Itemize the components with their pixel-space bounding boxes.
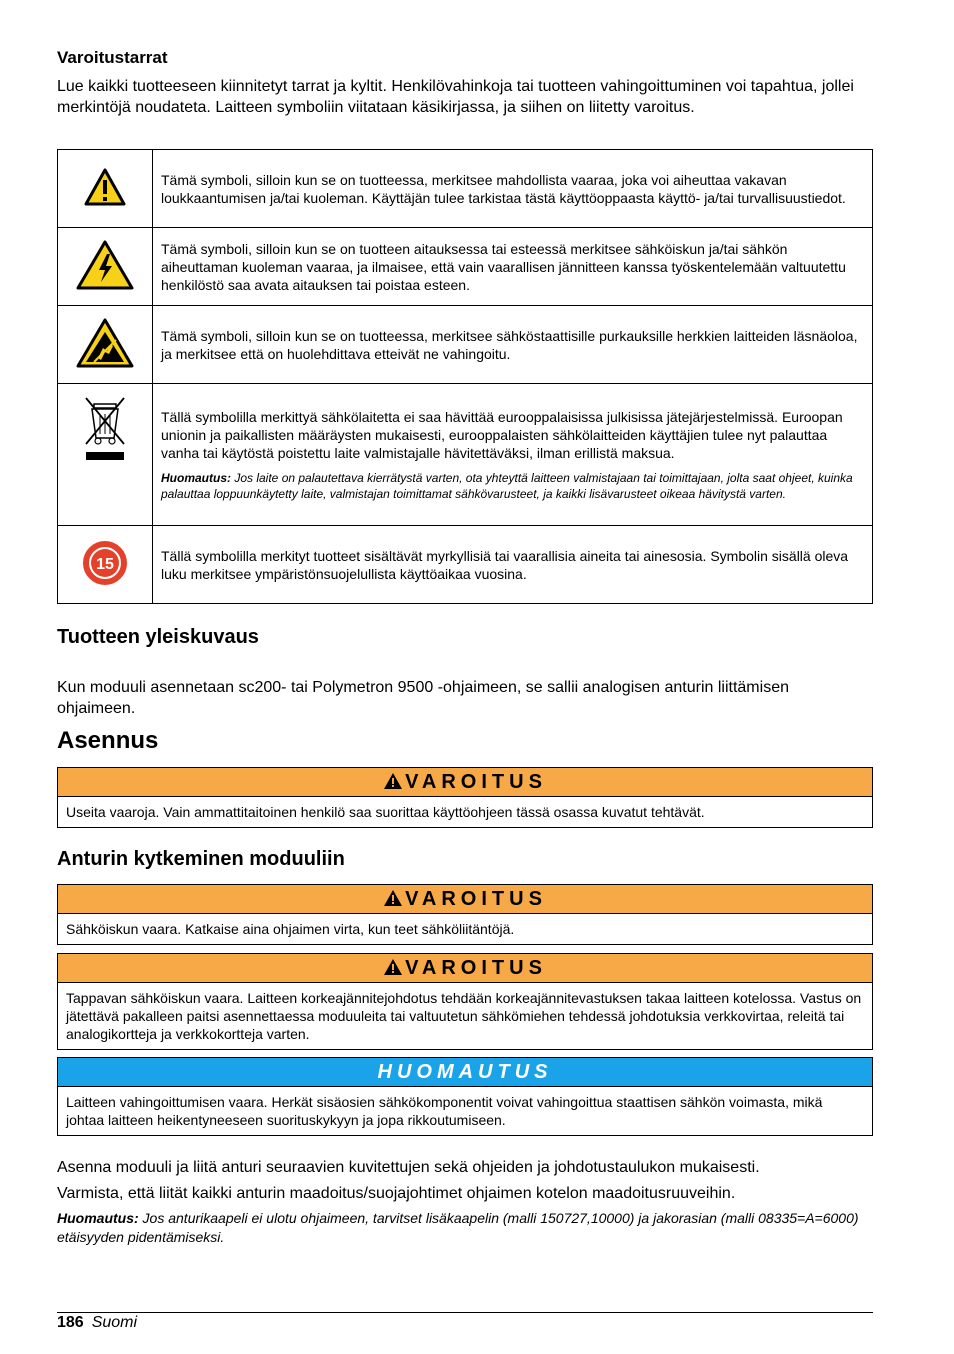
cable-note [57, 1209, 873, 1247]
note-label: Huomautus: [57, 1210, 139, 1226]
note-text: Jos laite on palautettava kierrätystä varten, ota yhteyttä laitteen valmistajaan tai toimittajaan, jolta saat ohjeet, kuinka palauttaa loppuunkäytetty laite, valmistajan toimittamat sähkövarusteet, ja kaikki lisävarusteet oikeaa hävitystä varten. [161, 470, 853, 501]
notice-box [57, 1057, 873, 1136]
warning-label: VAROITUS [405, 957, 547, 979]
warning-label: VAROITUS [405, 771, 547, 793]
notice-header: HUOMAUTUS [58, 1058, 872, 1087]
warning-text: Sähköiskun vaara. Katkaise aina ohjaimen virta, kun teet sähköliitäntöjä. [66, 921, 515, 937]
overview-title: Tuotteen yleiskuvaus [57, 626, 259, 648]
warning-triangle-icon [383, 889, 403, 907]
symbol-text [153, 384, 873, 526]
warning-box [57, 767, 873, 828]
symbol-text: Tämä symboli, silloin kun se on tuotteessa, merkitsee mahdollista vaaraa, joka voi aiheuttaa vakavan loukkaantumisen ja/tai kuoleman. Käyttäjän tulee tarkistaa tästä käyttöoppaasta käyttö- ja/tai turvallisuustiedot. [153, 150, 873, 228]
footer-language: Suomi [91, 1314, 138, 1331]
installation-title: Asennus [57, 727, 159, 754]
electric-shock-icon [76, 240, 134, 290]
esd-sensitive-icon [76, 318, 134, 368]
symbol-row [58, 150, 873, 228]
symbol-text: Tällä symbolilla merkityt tuotteet sisältävät myrkyllisiä tai vaarallisia aineita tai ainesosia. Symbolin sisällä oleva luku merkitsee ympäristönsuojelullista käyttöaikaa vuosina. [153, 526, 873, 604]
footer-divider [57, 1312, 873, 1313]
symbol-icon-cell [58, 384, 153, 526]
warning-text: Tappavan sähköiskun vaara. Laitteen korkeajännitejohdotus tehdään korkeajännitevastuksen takaa laitteen kotelossa. Vastus on jätettävä pakalleen paitsi asennettaessa moduuleita tai valtuutetun sähkömiehen tehdessä johdotuksia verkkovirtaa, releitä tai analogikortteja ja verkkokortteja varten. [66, 990, 862, 1042]
notice-text: Laitteen vahingoittumisen vaara. Herkät sisäosien sähkökomponentit voivat vahingoittua staattisen sähkön voimasta, mikä johtaa laitteen heikentyneeseen suorituskykyyn ja jopa rikkoutumiseen. [66, 1094, 823, 1128]
symbol-icon-cell [58, 526, 153, 604]
symbol-table [57, 149, 873, 604]
warning-box [57, 884, 873, 945]
symbol-icon-cell [58, 150, 153, 228]
warning-header [58, 768, 872, 797]
labels-section-title: Varoitustarrat [57, 48, 168, 67]
symbol-icon-cell [58, 306, 153, 384]
page-footer [57, 1312, 137, 1333]
note-label: Huomautus: [161, 470, 231, 485]
weee-crossed-bin-icon [80, 396, 130, 462]
warning-box [57, 953, 873, 1050]
labels-intro: Lue kaikki tuotteeseen kiinnitetyt tarrat ja kyltit. Henkilövahinkoja tai tuotteen vahingoittuminen voi tapahtua, jollei merkintöjä noudateta. Laitteen symboliin viitataan käsikirjassa, ja siihen on liitetty varoitus. [57, 78, 854, 116]
warning-label: VAROITUS [405, 888, 547, 910]
warning-triangle-icon [383, 958, 403, 976]
symbol-row [58, 228, 873, 306]
page-number: 186 [57, 1314, 84, 1331]
warning-text: Useita vaaroja. Vain ammattitaitoinen henkilö saa suorittaa käyttöohjeen tässä osassa kuvatut tehtävät. [66, 804, 705, 820]
symbol-icon-cell [58, 228, 153, 306]
warning-triangle-icon [383, 772, 403, 790]
note-text: Jos anturikaapeli ei ulotu ohjaimeen, tarvitset lisäkaapelin (malli 150727,10000) ja jakorasian (malli 08335=A=6000) etäisyyden pidentämiseksi. [57, 1210, 859, 1245]
warning-header [58, 954, 872, 983]
symbol-row [58, 526, 873, 604]
overview-text: Kun moduuli asennetaan sc200- tai Polymetron 9500 -ohjaimeen, se sallii analogisen anturin liittämisen ohjaimeen. [57, 679, 789, 717]
symbol-text: Tämä symboli, silloin kun se on tuotteessa, merkitsee sähköstaattisille purkauksille herkkien laitteiden läsnäoloa, ja merkitsee että on huolehdittava etteivät ne vahingoitu. [153, 306, 873, 384]
install-instructions: Asenna moduuli ja liitä anturi seuraavien kuvitettujen sekä ohjeiden ja johdotustaulukon mukaisesti. [57, 1159, 760, 1176]
efup-15-icon [82, 540, 128, 586]
weee-text: Tällä symbolilla merkittyä sähkölaitetta ei saa hävittää eurooppalaisissa julkisissa jätejärjestelmissä. Euroopan unionin ja paikallisten määräysten mukaisesti, eurooppalaisten sähkölaitteiden käyttäjien tulee nyt palauttaa vanha tai käytöstä poistettu laite valmistajalle hävitettäväksi, ilman erillistä maksua. [161, 408, 843, 461]
efup-number: 15 [96, 555, 114, 573]
general-warning-icon [84, 168, 126, 206]
grounding-instructions: Varmista, että liität kaikki anturin maadoitus/suojajohtimet ohjaimen kotelon maadoitusruuveihin. [57, 1185, 736, 1202]
weee-note [161, 470, 864, 502]
symbol-text: Tämä symboli, silloin kun se on tuotteen aitauksessa tai esteessä merkitsee sähköiskun ja/tai sähkön aiheuttaman kuoleman vaaraa, ja ilmaisee, että vain vaarallisen jännitteen kanssa työskentelemään valtuutettu henkilöstö saa avata aitauksen tai poistaa esteen. [153, 228, 873, 306]
symbol-row [58, 306, 873, 384]
symbol-row [58, 384, 873, 526]
connect-title: Anturin kytkeminen moduuliin [57, 848, 345, 870]
warning-header [58, 885, 872, 914]
